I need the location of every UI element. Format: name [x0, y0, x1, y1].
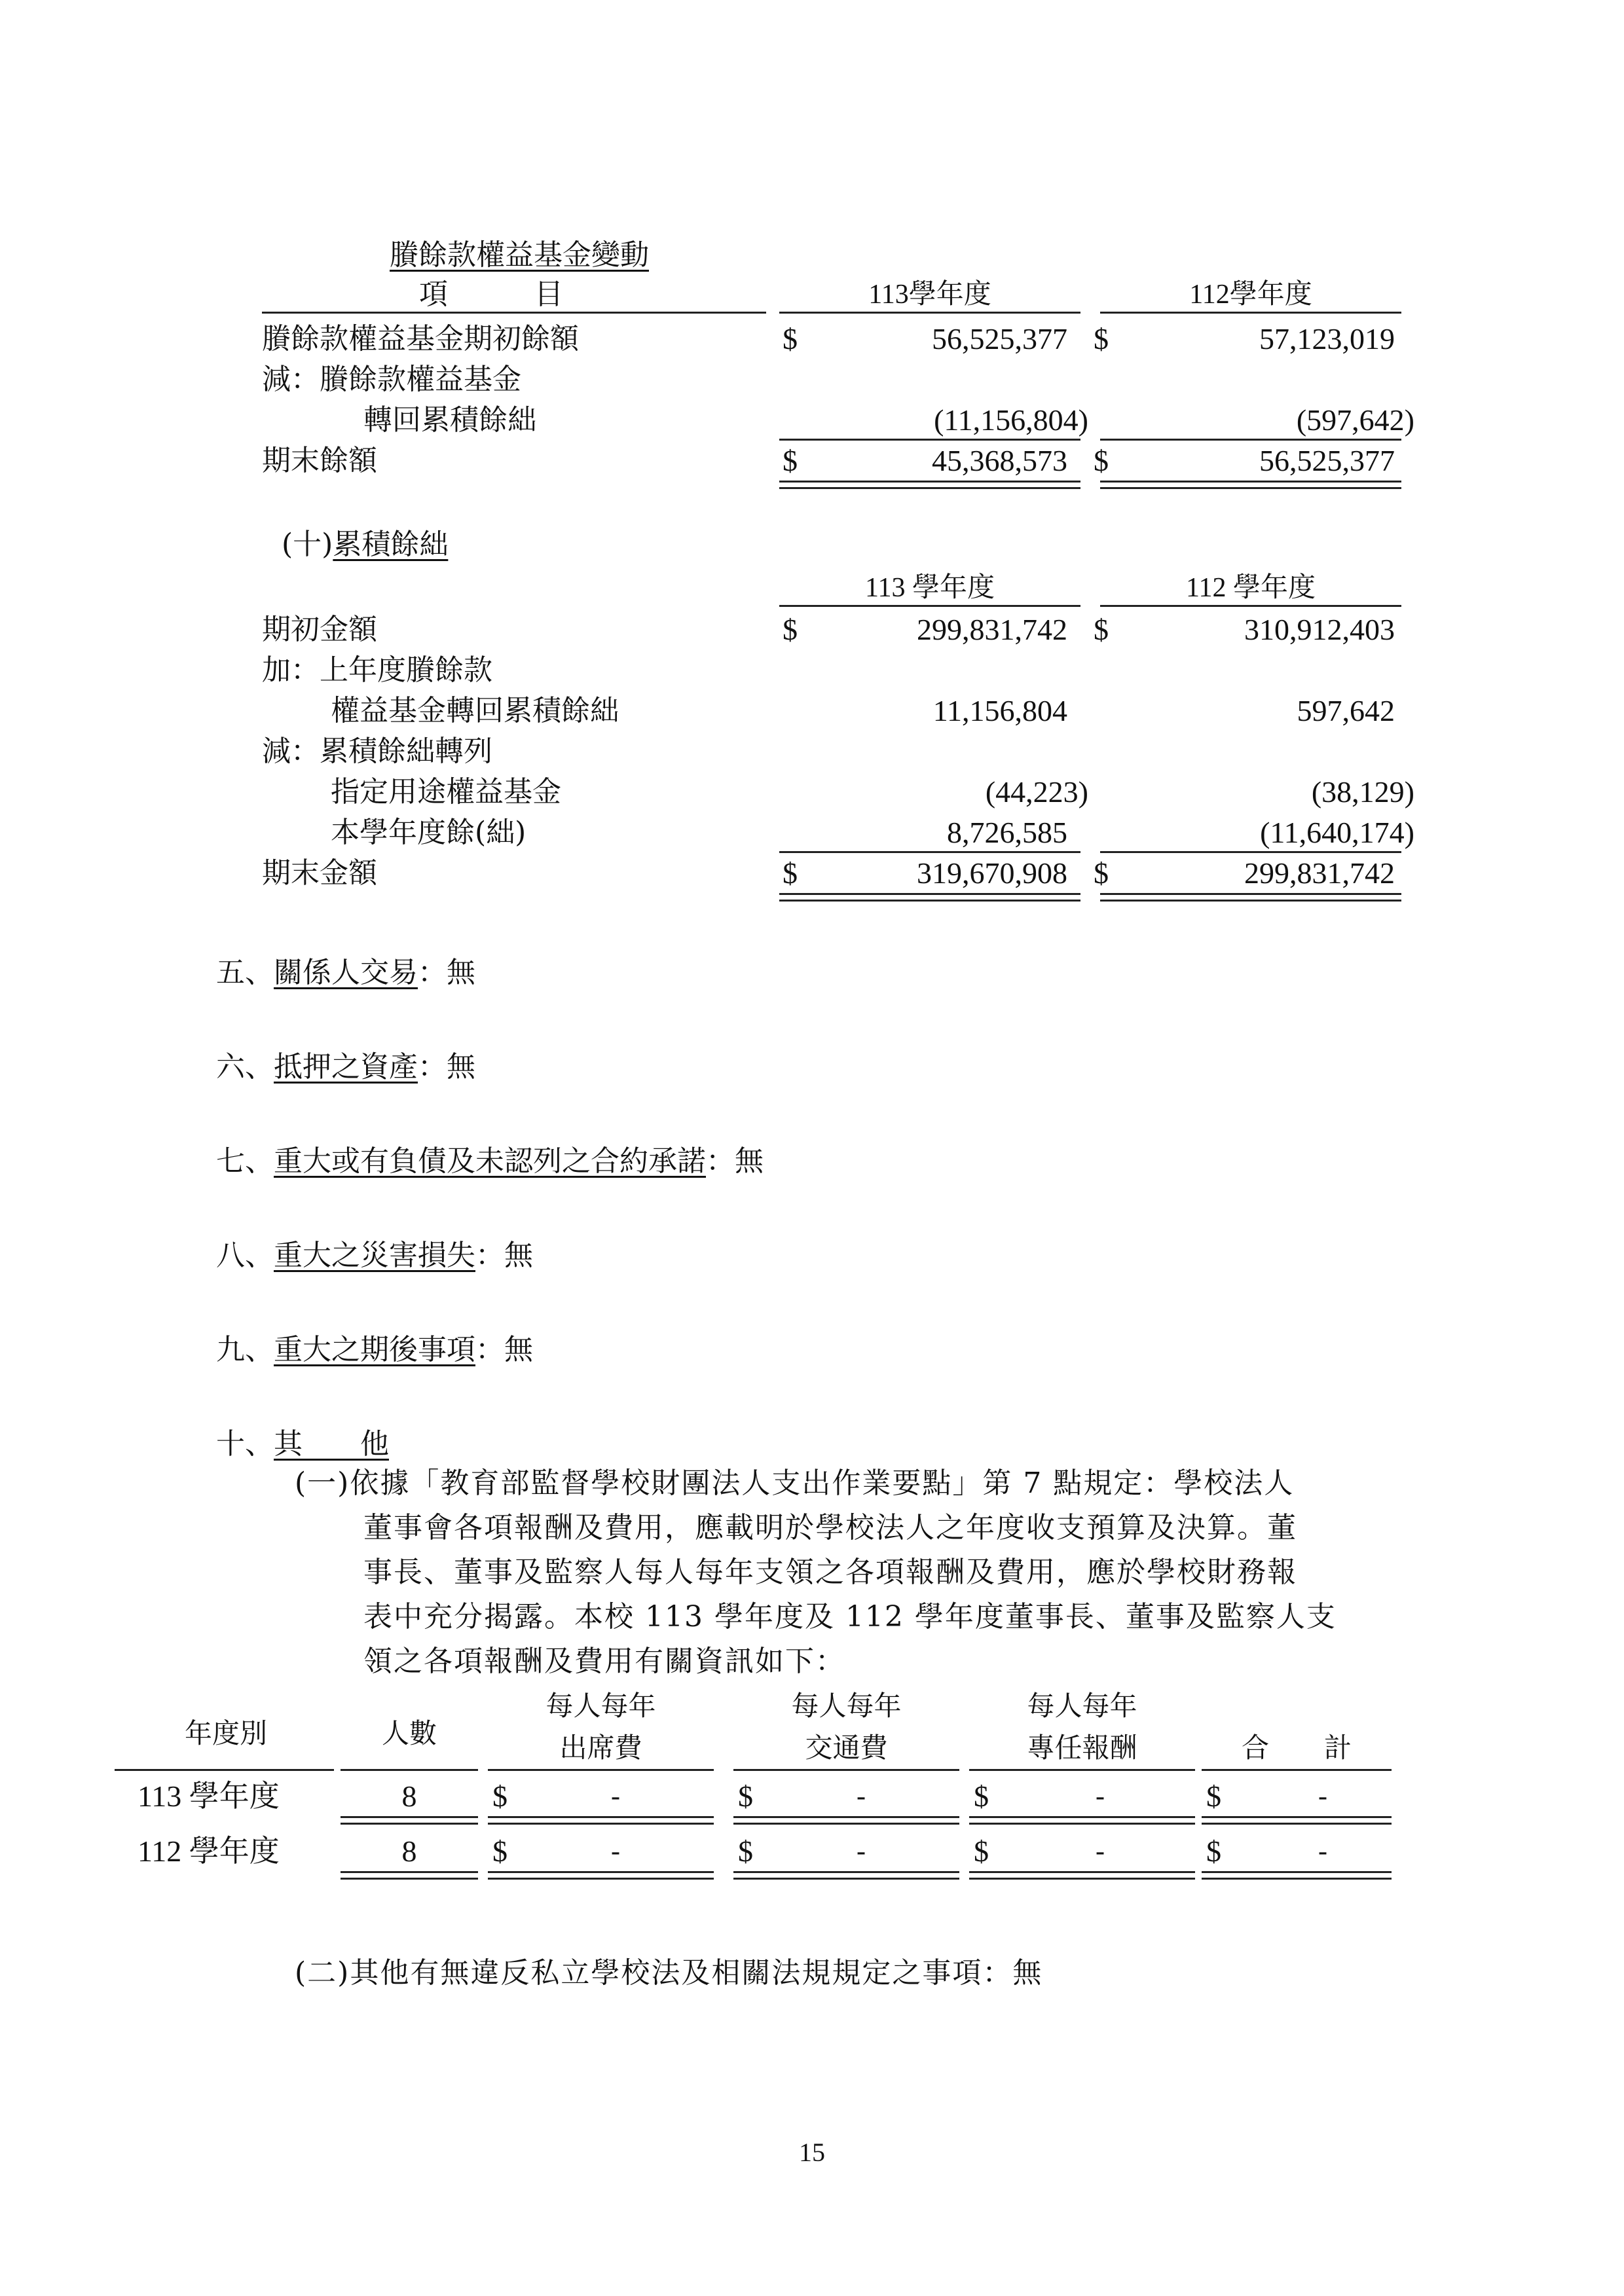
- item-title: 重大或有負債及未認列之合約承諾: [274, 1144, 706, 1178]
- fund-header-rule-113: [779, 312, 1080, 314]
- accum-total-rule-113-b: [779, 900, 1080, 902]
- board-table-row-count: 8: [401, 1779, 417, 1813]
- item-prefix: 九、: [216, 1333, 274, 1366]
- board-row2-rule-b: [341, 1878, 478, 1880]
- accum-row-current-112: (11,640,174): [1260, 816, 1414, 849]
- board-row1-rule-b: [341, 1823, 478, 1825]
- other-para-line-3: 事長、董事及監察人每人每年支領之各項報酬及費用，應於學校財務報: [363, 1556, 1297, 1589]
- fund-row-closing-112: 56,525,377: [1259, 444, 1395, 477]
- board-table-row-total-dollar: $: [1206, 1834, 1221, 1868]
- board-row1-rule-b: [969, 1823, 1195, 1825]
- accum-section-title: 累積餘絀: [333, 528, 449, 561]
- fund-row-opening-113: 56,525,377: [932, 322, 1067, 355]
- board-row2-rule-a: [341, 1871, 478, 1873]
- accum-header-rule-112: [1100, 605, 1401, 607]
- accum-row-current-label: 本學年度餘(絀): [331, 816, 526, 849]
- other-para-line-5: 領之各項報酬及費用有關資訊如下：: [363, 1645, 845, 1678]
- fund-header-rule-item: [262, 312, 766, 314]
- accum-row-designated-113: (44,223): [985, 775, 1088, 809]
- fund-col-item-header: 項 目: [419, 278, 563, 311]
- board-table-header-travel-1: 每人每年: [791, 1690, 902, 1722]
- board-row1-rule-a: [488, 1816, 714, 1818]
- item-title: 重大之期後事項: [274, 1333, 475, 1366]
- fund-subtotal-rule-113: [779, 439, 1080, 441]
- accum-row-opening-dollar-113: $: [783, 613, 798, 646]
- accum-row-closing-label: 期末金額: [262, 856, 377, 890]
- fund-col-112-header: 112學年度: [1189, 280, 1312, 310]
- accum-section-prefix: (十): [282, 528, 333, 561]
- board-table-header-rule-year: [115, 1769, 334, 1771]
- accum-row-less-label: 減：累積餘絀轉列: [262, 735, 492, 768]
- item-suffix: ：無: [706, 1144, 764, 1178]
- board-table-row-year: 113 學年度: [138, 1779, 280, 1813]
- accum-col-112-header: 112 學年度: [1186, 573, 1316, 603]
- fund-subtotal-rule-112: [1100, 439, 1401, 441]
- accum-subtotal-rule-112: [1100, 851, 1401, 853]
- board-table-row-total: -: [1318, 1781, 1327, 1812]
- board-row1-rule-b: [1202, 1823, 1392, 1825]
- accum-row-transfer-113: 11,156,804: [932, 694, 1067, 727]
- fund-row-opening-dollar-112: $: [1094, 322, 1109, 355]
- item-suffix: ：無: [475, 1239, 533, 1272]
- accum-row-designated-label: 指定用途權益基金: [331, 775, 561, 809]
- accum-row-closing-dollar-113: $: [783, 856, 798, 890]
- fund-total-rule-112-b: [1100, 487, 1401, 489]
- board-table-row-pay: -: [1096, 1781, 1105, 1812]
- board-table-header-attend-1: 每人每年: [545, 1690, 656, 1722]
- board-table-row-total: -: [1318, 1836, 1327, 1867]
- accum-row-transfer-label: 權益基金轉回累積餘絀: [331, 694, 619, 727]
- board-row2-rule-a: [1202, 1871, 1392, 1873]
- other-note-2: (二)其他有無違反私立學校法及相關法規規定之事項：無: [295, 1956, 1043, 1990]
- item-prefix: 六、: [216, 1050, 274, 1084]
- item-prefix: 八、: [216, 1239, 274, 1272]
- fund-row-closing-label: 期末餘額: [262, 444, 377, 477]
- item-pledged-assets: [216, 1049, 475, 1085]
- board-row1-rule-b: [733, 1823, 959, 1825]
- board-table-header-total: 合 計: [1241, 1732, 1352, 1764]
- board-table-header-count: 人數: [381, 1717, 437, 1749]
- fund-row-closing-dollar-113: $: [783, 444, 798, 477]
- accum-total-rule-112-a: [1100, 893, 1401, 895]
- board-row1-rule-a: [1202, 1816, 1392, 1818]
- other-para-line-2: 董事會各項報酬及費用，應載明於學校法人之年度收支預算及決算。董: [363, 1511, 1297, 1544]
- item-related-party: [216, 955, 475, 991]
- accum-row-closing-dollar-112: $: [1094, 856, 1109, 890]
- board-table-row-attend-dollar: $: [492, 1779, 507, 1813]
- board-table-row-pay-dollar: $: [974, 1779, 989, 1813]
- board-table-header-year: 年度別: [184, 1717, 267, 1749]
- item-prefix: 五、: [216, 956, 274, 989]
- fund-row-closing-dollar-112: $: [1094, 444, 1109, 477]
- board-table-row-attend: -: [611, 1781, 620, 1812]
- board-table-header-pay-1: 每人每年: [1027, 1690, 1137, 1722]
- fund-section-title: 賸餘款權益基金變動: [390, 238, 649, 272]
- accum-row-designated-112: (38,129): [1311, 775, 1414, 809]
- item-prefix: 七、: [216, 1144, 274, 1178]
- item-title: 抵押之資產: [274, 1050, 418, 1084]
- board-table-row-year: 112 學年度: [138, 1834, 280, 1868]
- item-title: 其 他: [274, 1427, 389, 1461]
- board-row2-rule-a: [969, 1871, 1195, 1873]
- board-table-row-travel-dollar: $: [738, 1834, 753, 1868]
- fund-row-opening-dollar-113: $: [783, 322, 798, 355]
- board-row2-rule-a: [733, 1871, 959, 1873]
- board-row1-rule-b: [488, 1823, 714, 1825]
- board-row1-rule-a: [969, 1816, 1195, 1818]
- board-table-header-rule-travel: [733, 1769, 959, 1771]
- fund-row-opening-112: 57,123,019: [1259, 322, 1395, 355]
- item-suffix: ：無: [475, 1333, 533, 1366]
- item-title: 重大之災害損失: [274, 1239, 475, 1272]
- fund-row-less-label: 減：賸餘款權益基金: [262, 363, 521, 396]
- board-table-row-travel-dollar: $: [738, 1779, 753, 1813]
- accum-row-transfer-112: 597,642: [1297, 694, 1395, 727]
- accum-row-add-label: 加：上年度賸餘款: [262, 653, 492, 687]
- board-table-row-travel: -: [857, 1781, 866, 1812]
- item-prefix: 十、: [216, 1427, 274, 1461]
- fund-header-rule-112: [1100, 312, 1401, 314]
- board-row2-rule-b: [969, 1878, 1195, 1880]
- board-table-row-travel: -: [857, 1836, 866, 1867]
- board-table-row-count: 8: [401, 1834, 417, 1868]
- accum-row-closing-113: 319,670,908: [917, 856, 1067, 890]
- board-table-header-travel-2: 交通費: [805, 1732, 888, 1764]
- item-other-heading: [216, 1426, 389, 1463]
- other-para-line-4: 表中充分揭露。本校 113 學年度及 112 學年度董事長、董事及監察人支: [363, 1600, 1337, 1633]
- other-para-line-1: (一)依據「教育部監督學校財團法人支出作業要點」第 7 點規定：學校法人: [295, 1467, 1295, 1500]
- board-row1-rule-a: [733, 1816, 959, 1818]
- accum-total-rule-113-a: [779, 893, 1080, 895]
- accum-subtotal-rule-113: [779, 851, 1080, 853]
- fund-row-transfer-112: (597,642): [1296, 403, 1414, 437]
- accum-row-opening-113: 299,831,742: [917, 613, 1067, 646]
- board-row2-rule-b: [1202, 1878, 1392, 1880]
- board-table-header-pay-2: 專任報酬: [1027, 1732, 1137, 1764]
- accum-header-rule-113: [779, 605, 1080, 607]
- board-table-header-rule-pay: [969, 1769, 1195, 1771]
- accum-row-opening-label: 期初金額: [262, 613, 377, 646]
- accum-total-rule-112-b: [1100, 900, 1401, 902]
- fund-row-opening-label: 賸餘款權益基金期初餘額: [262, 322, 579, 355]
- board-table-row-total-dollar: $: [1206, 1779, 1221, 1813]
- item-title: 關係人交易: [274, 956, 418, 989]
- item-suffix: ：無: [418, 956, 475, 989]
- board-table-row-pay: -: [1096, 1836, 1105, 1867]
- fund-col-113-header: 113學年度: [868, 280, 991, 310]
- board-table-header-attend-2: 出席費: [559, 1732, 642, 1764]
- item-subsequent-events: [216, 1332, 533, 1368]
- item-contingent-liabilities: [216, 1143, 764, 1180]
- fund-total-rule-113-b: [779, 487, 1080, 489]
- fund-row-transfer-113: (11,156,804): [934, 403, 1088, 437]
- item-suffix: ：無: [418, 1050, 475, 1084]
- accum-col-113-header: 113 學年度: [865, 573, 995, 603]
- accum-row-opening-dollar-112: $: [1094, 613, 1109, 646]
- board-table-header-rule-count: [341, 1769, 478, 1771]
- accum-row-current-113: 8,726,585: [947, 816, 1067, 849]
- fund-row-closing-113: 45,368,573: [932, 444, 1067, 477]
- board-table-row-attend: -: [611, 1836, 620, 1867]
- item-disaster-loss: [216, 1237, 533, 1274]
- page-number: 15: [799, 2138, 825, 2167]
- fund-total-rule-113-a: [779, 481, 1080, 483]
- fund-total-rule-112-a: [1100, 481, 1401, 483]
- board-table-row-attend-dollar: $: [492, 1834, 507, 1868]
- accum-section-heading: [282, 526, 448, 563]
- accum-row-opening-112: 310,912,403: [1244, 613, 1395, 646]
- accum-row-closing-112: 299,831,742: [1244, 856, 1395, 890]
- board-table-header-rule-attend: [488, 1769, 714, 1771]
- board-row2-rule-b: [733, 1878, 959, 1880]
- board-table-row-pay-dollar: $: [974, 1834, 989, 1868]
- fund-row-transfer-label: 轉回累積餘絀: [363, 403, 536, 437]
- board-row2-rule-b: [488, 1878, 714, 1880]
- board-row2-rule-a: [488, 1871, 714, 1873]
- board-row1-rule-a: [341, 1816, 478, 1818]
- board-table-header-rule-total: [1202, 1769, 1392, 1771]
